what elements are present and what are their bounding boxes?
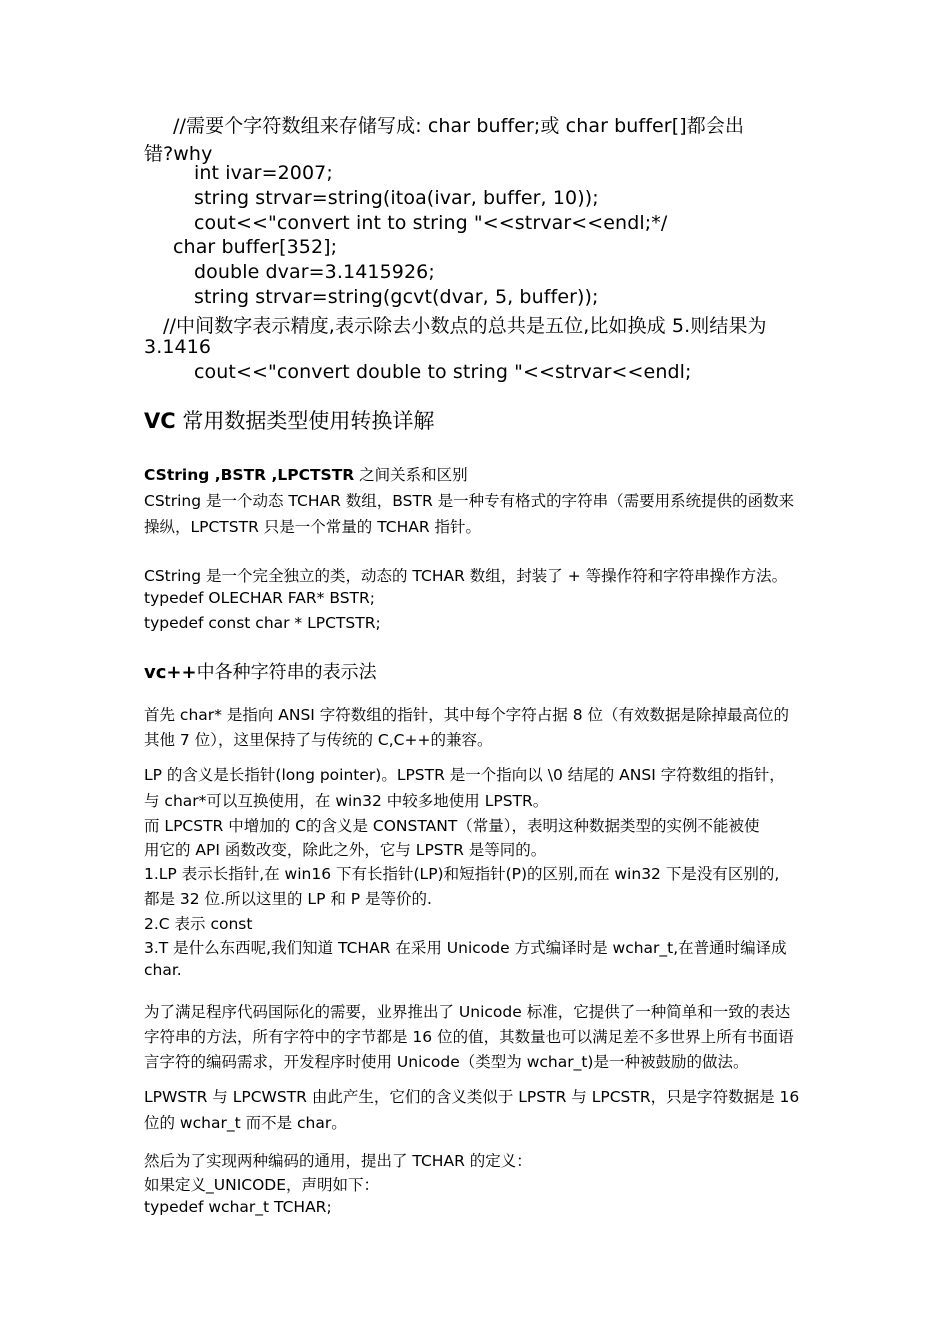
code-line: typedef OLECHAR FAR* BSTR; <box>144 589 375 607</box>
paragraph-line: char. <box>144 961 182 979</box>
paragraph-line: 3.T 是什么东西呢,我们知道 TCHAR 在采用 Unicode 方式编译时是 wchar_t,在普通时编译成 <box>144 939 787 957</box>
paragraph-line: 1.LP 表示长指针,在 win16 下有长指针(LP)和短指针(P)的区别,而在 win32 下是没有区别的, <box>144 865 780 883</box>
code-comment-wrap: 错?why <box>144 143 213 165</box>
code-line: cout<<"convert double to string "<<strvar<<endl; <box>194 361 692 383</box>
paragraph-line: 用它的 API 函数改变，除此之外，它与 LPSTR 是等同的。 <box>144 841 547 859</box>
code-line: string strvar=string(gcvt(dvar, 5, buffer)); <box>194 286 599 308</box>
section-heading: vc++中各种字符串的表示法 <box>144 662 377 683</box>
section-heading: CString ,BSTR ,LPCTSTR 之间关系和区别 <box>144 466 468 484</box>
paragraph-line: 然后为了实现两种编码的通用，提出了 TCHAR 的定义： <box>144 1152 532 1170</box>
code-comment-line: //中间数字表示精度,表示除去小数点的总共是五位,比如换成 5.则结果为 <box>163 315 767 337</box>
code-line: string strvar=string(itoa(ivar, buffer, 10)); <box>194 187 599 209</box>
paragraph-line: 位的 wchar_t 而不是 char。 <box>144 1114 347 1132</box>
code-line: typedef wchar_t TCHAR; <box>144 1198 332 1216</box>
paragraph-line: LP 的含义是长指针(long pointer)。LPSTR 是一个指向以 \0 结尾的 ANSI 字符数组的指针， <box>144 766 785 784</box>
paragraph-line: CString 是一个完全独立的类，动态的 TCHAR 数组，封装了 + 等操作符和字符串操作方法。 <box>144 567 788 585</box>
main-heading: VC 常用数据类型使用转换详解 <box>144 409 435 433</box>
code-line: int ivar=2007; <box>194 162 333 184</box>
code-comment-line: //需要个字符数组来存储写成: char buffer;或 char buffer[]都会出 <box>173 115 745 137</box>
paragraph-line: 而 LPCSTR 中增加的 C的含义是 CONSTANT（常量），表明这种数据类型的实例不能被使 <box>144 817 760 835</box>
code-comment-wrap: 3.1416 <box>144 336 212 358</box>
code-line: typedef const char * LPCTSTR; <box>144 614 381 632</box>
paragraph-line: CString 是一个动态 TCHAR 数组，BSTR 是一种专有格式的字符串（需要用系统提供的函数来 <box>144 492 795 510</box>
code-line: char buffer[352]; <box>173 236 338 258</box>
paragraph-line: 为了满足程序代码国际化的需要，业界推出了 Unicode 标准，它提供了一种简单和一致的表达 <box>144 1003 791 1021</box>
paragraph-line: 如果定义_UNICODE，声明如下： <box>144 1176 380 1194</box>
paragraph-line: LPWSTR 与 LPCWSTR 由此产生，它们的含义类似于 LPSTR 与 LPCSTR，只是字符数据是 16 <box>144 1088 800 1106</box>
paragraph-line: 2.C 表示 const <box>144 915 253 933</box>
paragraph-line: 首先 char* 是指向 ANSI 字符数组的指针，其中每个字符占据 8 位（有效数据是除掉最高位的 <box>144 706 790 724</box>
paragraph-line: 言字符的编码需求，开发程序时使用 Unicode（类型为 wchar_t)是一种被鼓励的做法。 <box>144 1053 749 1071</box>
paragraph-line: 其他 7 位），这里保持了与传统的 C,C++的兼容。 <box>144 731 493 749</box>
code-line: cout<<"convert int to string "<<strvar<<endl;*/ <box>194 212 668 234</box>
paragraph-line: 操纵，LPCTSTR 只是一个常量的 TCHAR 指针。 <box>144 518 482 536</box>
code-line: double dvar=3.1415926; <box>194 261 435 283</box>
paragraph-line: 都是 32 位.所以这里的 LP 和 P 是等价的. <box>144 890 432 908</box>
paragraph-line: 字符串的方法，所有字符中的字节都是 16 位的值，其数量也可以满足差不多世界上所有书面语 <box>144 1028 794 1046</box>
paragraph-line: 与 char*可以互换使用，在 win32 中较多地使用 LPSTR。 <box>144 792 549 810</box>
